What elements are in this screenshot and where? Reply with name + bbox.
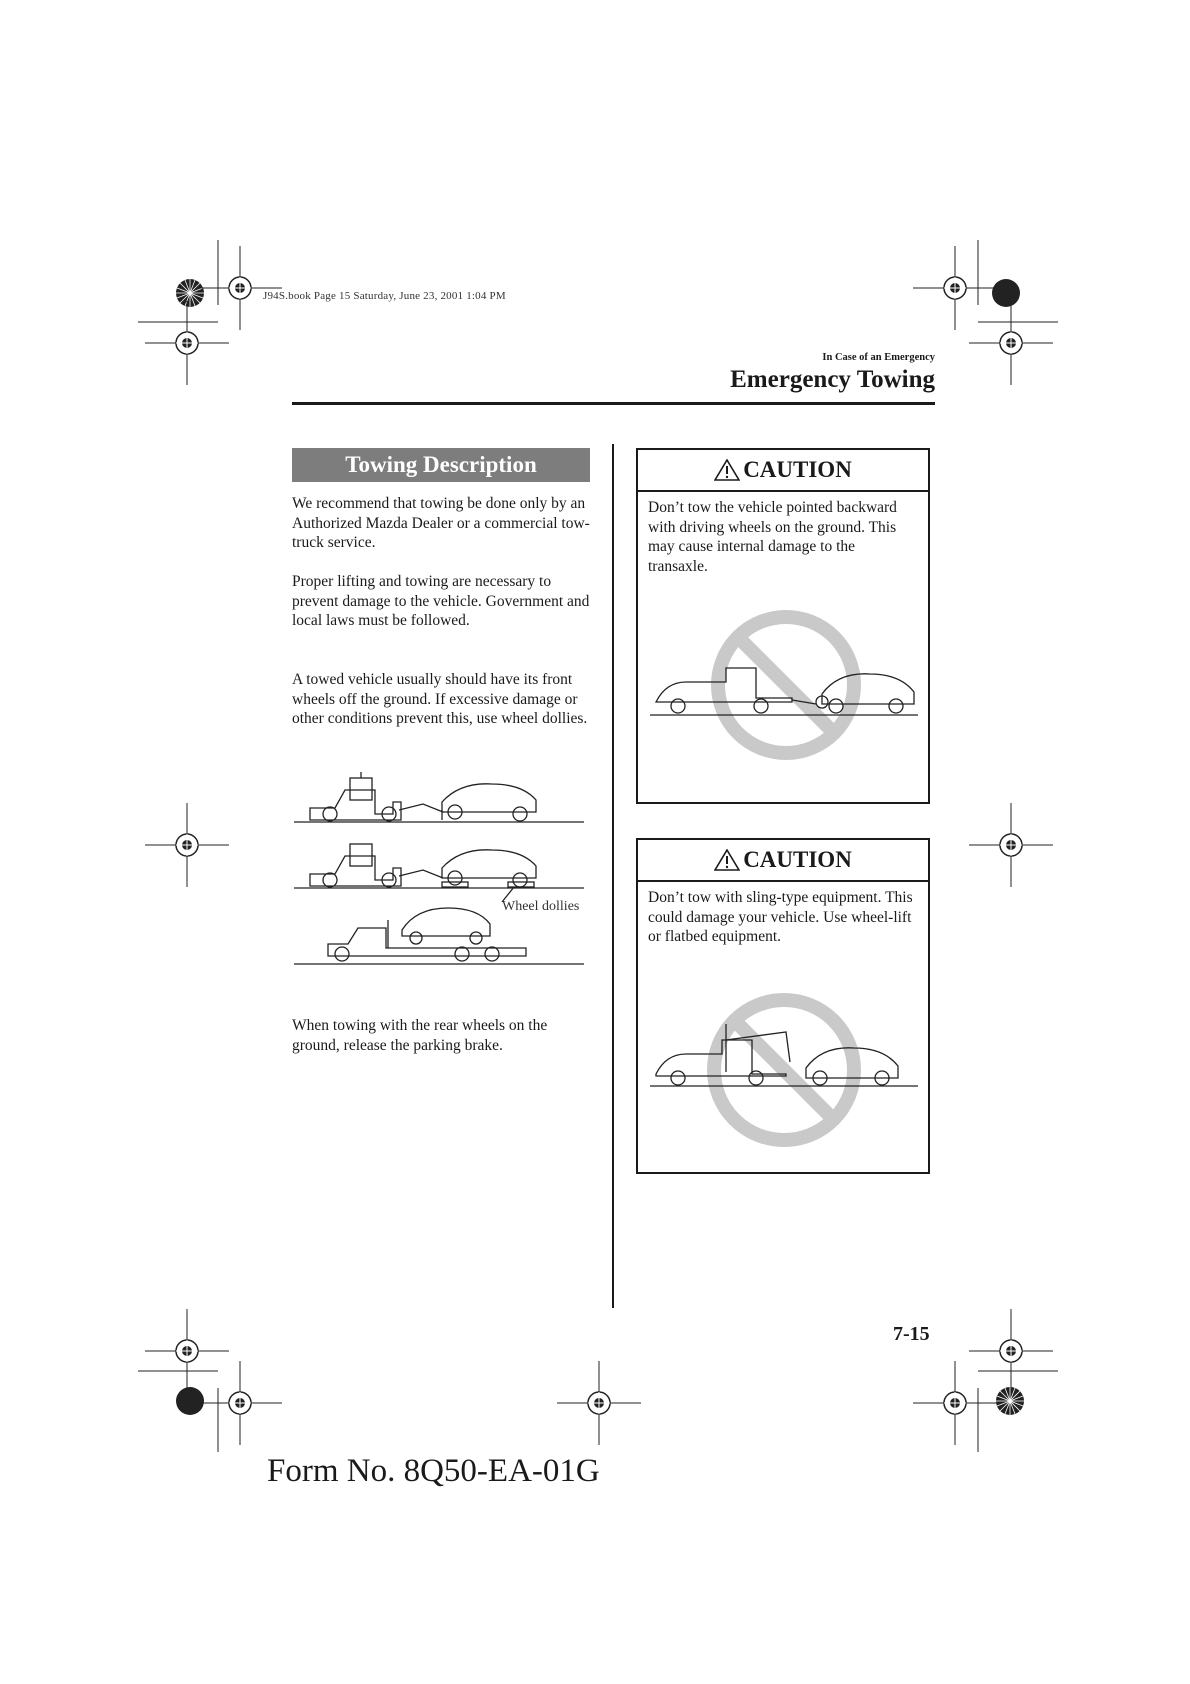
page-title: Emergency Towing: [730, 366, 935, 393]
caution-box-backward: [636, 448, 930, 804]
section-heading: Towing Description: [292, 448, 590, 482]
caution-title: CAUTION: [743, 847, 852, 872]
wheel-dollies-label: Wheel dollies: [502, 899, 580, 914]
form-number: Form No. 8Q50-EA-01G: [267, 1453, 600, 1489]
caution-title: CAUTION: [743, 457, 852, 482]
towing-methods-illustration: [292, 770, 594, 970]
paragraph-rear-wheels: When towing with the rear wheels on the ground, release the parking brake.: [292, 1017, 548, 1054]
warning-triangle-icon: [714, 459, 740, 481]
caution-text: Don’t tow with sling-type equipment. This could damage your vehicle. Use wheel-lift or flatbed equipment.: [648, 889, 913, 945]
column-divider: [612, 444, 614, 1308]
header-rule: [292, 402, 935, 405]
paragraph-lifting: Proper lifting and towing are necessary to prevent damage to the vehicle. Government and local laws must be followed.: [292, 573, 590, 629]
chapter-label: In Case of an Emergency: [822, 352, 935, 363]
page-number: 7-15: [893, 1323, 930, 1345]
caution-box-sling: [636, 838, 930, 1174]
caution-header: [638, 450, 928, 492]
warning-triangle-icon: [714, 849, 740, 871]
paragraph-towed-vehicle: A towed vehicle usually should have its front wheels off the ground. If excessive damage or other conditions prevent this, use wheel dollies.: [292, 671, 588, 727]
print-info: J94S.book Page 15 Saturday, June 23, 2001 1:04 PM: [263, 290, 506, 302]
paragraph-recommendation: We recommend that towing be done only by an Authorized Mazda Dealer or a commercial tow-truck service.: [292, 495, 590, 551]
caution-header: [638, 840, 928, 882]
prohibited-backward-tow-illustration: [646, 610, 922, 780]
caution-text: Don’t tow the vehicle pointed backward with driving wheels on the ground. This may cause internal damage to the transaxle.: [648, 499, 897, 575]
prohibited-sling-tow-illustration: [646, 980, 922, 1160]
